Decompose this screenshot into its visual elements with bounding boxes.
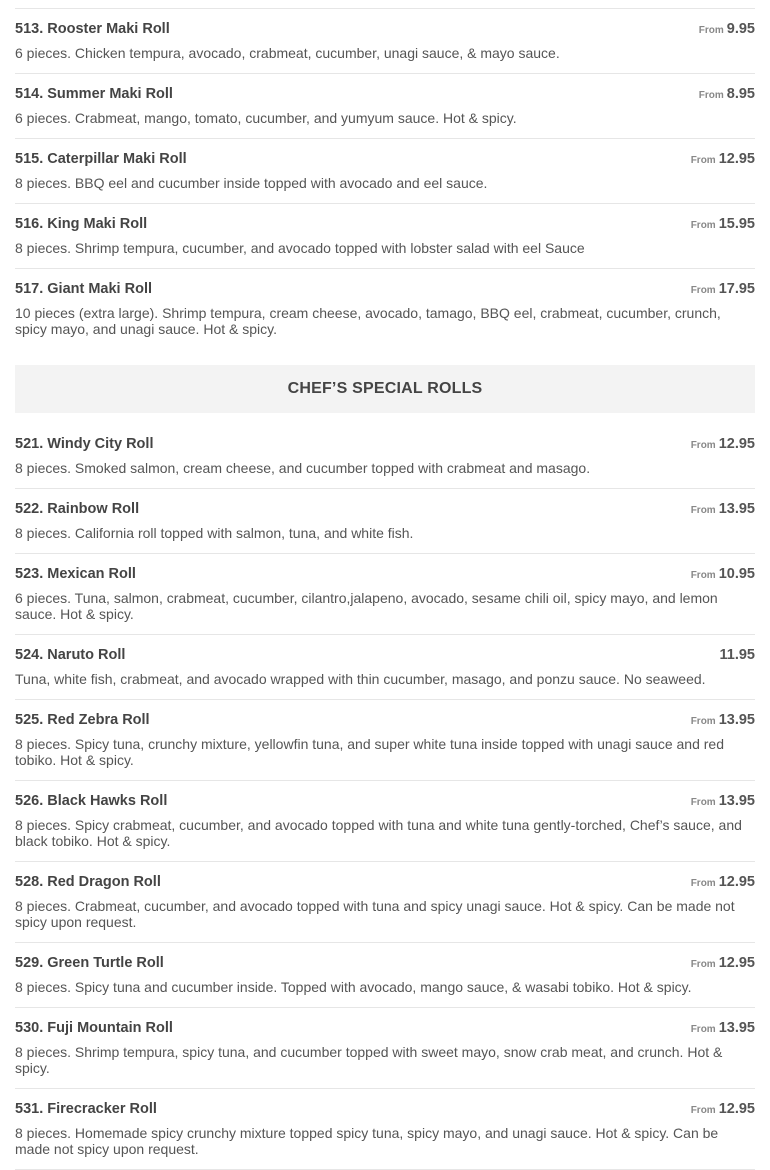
menu-item[interactable] [15,943,755,1008]
menu-item-name[interactable] [15,87,173,102]
menu-item-price [691,567,755,583]
menu-item-name[interactable] [15,875,161,890]
menu-item[interactable] [15,781,755,862]
menu-item-description: 8 pieces. Crabmeat, cucumber, and avocado topped with tuna and spicy unagi sauce. Hot & spicy. Can be made not spicy upon request. [15,898,735,930]
menu-item-number: 515. [15,151,44,167]
menu-item-description: 8 pieces. Spicy tuna and cucumber inside. Topped with avocado, mango sauce, & wasabi tobiko. Hot & spicy. [15,979,692,995]
price-value: 12.95 [718,436,755,452]
price-value: 9.95 [726,21,755,37]
price-value: 15.95 [718,216,755,232]
menu-item-name[interactable] [15,794,167,809]
menu-item-description: 8 pieces. California roll topped with salmon, tuna, and white fish. [15,525,414,541]
menu-item-header [15,217,755,232]
menu-item-title: Windy City Roll [47,436,154,452]
menu-item-description: 8 pieces. Smoked salmon, cream cheese, and cucumber topped with crabmeat and masago. [15,460,591,476]
menu-item[interactable] [15,204,755,269]
menu-item-header [15,1102,755,1117]
price-from-label: From [690,155,716,166]
menu-item-price [691,875,755,891]
menu-item[interactable] [15,1008,755,1089]
menu-item-name[interactable] [15,22,170,37]
menu-item-title: Summer Maki Roll [47,86,173,102]
menu-item-title: Naruto Roll [47,647,126,663]
menu-item-header [15,282,755,297]
menu-item-number: 514. [15,86,44,102]
menu-item-description: 8 pieces. Shrimp tempura, cucumber, and avocado topped with lobster salad with eel Sauce [15,240,585,256]
price-value: 13.95 [718,712,755,728]
menu-item-title: Giant Maki Roll [47,281,153,297]
price-from-label: From [690,716,716,727]
price-from-label: From [690,797,716,808]
menu-item[interactable] [15,424,755,489]
menu-item[interactable] [15,9,755,74]
price-from-label: From [690,440,716,451]
menu-item-name[interactable] [15,502,139,517]
price-value: 13.95 [718,1020,755,1036]
menu-item-description: 8 pieces. Spicy crabmeat, cucumber, and avocado topped with tuna and white tuna gently-torched, Chef’s sauce, and black tobiko. Hot & spicy. [15,817,742,849]
menu-item-name[interactable] [15,152,187,167]
section-title: CHEF’S SPECIAL ROLLS [287,380,483,397]
menu-item-header [15,502,755,517]
menu-item-number: 523. [15,566,44,582]
menu-item-price [691,794,755,810]
maki-roll-list [15,9,755,349]
menu-item-header [15,794,755,809]
menu-item-description: 6 pieces. Crabmeat, mango, tomato, cucumber, and yumyum sauce. Hot & spicy. [15,110,517,126]
menu-item-name[interactable] [15,567,136,582]
menu-item-title: Rainbow Roll [47,501,140,517]
top-divider [15,0,755,9]
menu-item-title: Red Zebra Roll [47,712,150,728]
menu-item[interactable] [15,489,755,554]
menu-item-header [15,567,755,582]
menu-item-description: 10 pieces (extra large). Shrimp tempura, cream cheese, avocado, tamago, BBQ eel, crabmeat, cucumber, crunch, spicy mayo, and unagi sauce. Hot & spicy. [15,305,721,337]
price-value: 11.95 [719,647,755,663]
price-from-label: From [698,90,724,101]
menu-item-name[interactable] [15,1102,157,1117]
price-value: 17.95 [718,281,755,297]
menu-item[interactable] [15,139,755,204]
menu-item-description: 8 pieces. Homemade spicy crunchy mixture topped spicy tuna, spicy mayo, and unagi sauce. Hot & spicy. Can be made not spicy upon request. [15,1125,719,1157]
price-from-label: From [690,570,716,581]
menu-item-name[interactable] [15,1021,173,1036]
menu-item-header [15,87,755,102]
section-header-chefs-special [15,365,755,413]
menu-item[interactable] [15,635,755,700]
menu-item-header [15,713,755,728]
menu-item-number: 513. [15,21,44,37]
menu-item-number: 526. [15,793,44,809]
menu-item-number: 524. [15,647,44,663]
menu-item[interactable] [15,74,755,139]
price-from-label: From [690,285,716,296]
menu-item-header [15,648,755,663]
menu-item-header [15,22,755,37]
menu-item-title: Firecracker Roll [47,1101,157,1117]
price-from-label: From [690,959,716,970]
price-from-label: From [690,1024,716,1035]
menu-item-title: Mexican Roll [47,566,136,582]
menu-item[interactable] [15,700,755,781]
price-from-label: From [698,25,724,36]
menu-item-name[interactable] [15,282,152,297]
menu-item-number: 522. [15,501,44,517]
menu-item-title: Caterpillar Maki Roll [47,151,187,167]
menu-item-description: 8 pieces. Spicy tuna, crunchy mixture, yellowfin tuna, and super white tuna inside topped with unagi sauce and red tobiko. Hot & spicy. [15,736,724,768]
menu-item-title: Fuji Mountain Roll [47,1020,173,1036]
price-value: 8.95 [726,86,755,102]
price-value: 13.95 [718,793,755,809]
menu-item-title: Green Turtle Roll [47,955,164,971]
menu-item-number: 531. [15,1101,44,1117]
menu-item-name[interactable] [15,956,164,971]
menu-item-name[interactable] [15,648,125,663]
menu-item-price [720,648,756,663]
menu-item-title: Rooster Maki Roll [47,21,170,37]
menu-item-title: King Maki Roll [47,216,148,232]
menu-item-title: Black Hawks Roll [47,793,168,809]
menu-item-description: 6 pieces. Tuna, salmon, crabmeat, cucumber, cilantro,jalapeno, avocado, sesame chili oil, spicy mayo, and lemon sauce. Hot & spicy. [15,590,718,622]
menu-item-number: 521. [15,436,44,452]
menu-item-price [691,502,755,518]
menu-item-header [15,152,755,167]
menu-item-description: 6 pieces. Chicken tempura, avocado, crabmeat, cucumber, unagi sauce, & mayo sauce. [15,45,560,61]
menu-item-description: 8 pieces. BBQ eel and cucumber inside topped with avocado and eel sauce. [15,175,488,191]
menu-item-price [699,87,755,103]
price-value: 10.95 [718,566,755,582]
menu-item-price [691,713,755,729]
menu-item-header [15,437,755,452]
menu-item-name[interactable] [15,437,153,452]
price-value: 12.95 [718,1101,755,1117]
menu-item-price [691,1102,755,1118]
menu-item-title: Red Dragon Roll [47,874,161,890]
price-value: 12.95 [718,151,755,167]
menu-item-number: 517. [15,281,44,297]
price-from-label: From [690,1105,716,1116]
menu-item-number: 528. [15,874,44,890]
menu-item-price [699,22,755,38]
menu-item-price [691,1021,755,1037]
menu-item-header [15,1021,755,1036]
menu-item-number: 525. [15,712,44,728]
menu-item[interactable] [15,862,755,943]
menu-item[interactable] [15,269,755,349]
price-from-label: From [690,220,716,231]
menu-item-header [15,875,755,890]
price-value: 12.95 [718,874,755,890]
menu-item[interactable] [15,1089,755,1170]
menu-item-price [691,152,755,168]
menu-item-price [691,956,755,972]
menu-item-header [15,956,755,971]
price-from-label: From [690,878,716,889]
chefs-special-roll-list [15,424,755,1170]
menu-item-number: 529. [15,955,44,971]
price-value: 12.95 [718,955,755,971]
menu-item[interactable] [15,554,755,635]
menu-item-number: 530. [15,1020,44,1036]
menu-item-name[interactable] [15,713,150,728]
menu-item-price [691,217,755,233]
price-from-label: From [690,505,716,516]
menu-item-description: 8 pieces. Shrimp tempura, spicy tuna, and cucumber topped with sweet mayo, snow crab meat, and crunch. Hot & spicy. [15,1044,723,1076]
menu-item-number: 516. [15,216,44,232]
menu-item-price [691,437,755,453]
price-value: 13.95 [718,501,755,517]
menu-item-description: Tuna, white fish, crabmeat, and avocado wrapped with thin cucumber, masago, and ponzu sauce. No seaweed. [15,671,706,687]
menu-item-name[interactable] [15,217,147,232]
menu-page [15,0,755,1170]
menu-item-price [691,282,755,298]
